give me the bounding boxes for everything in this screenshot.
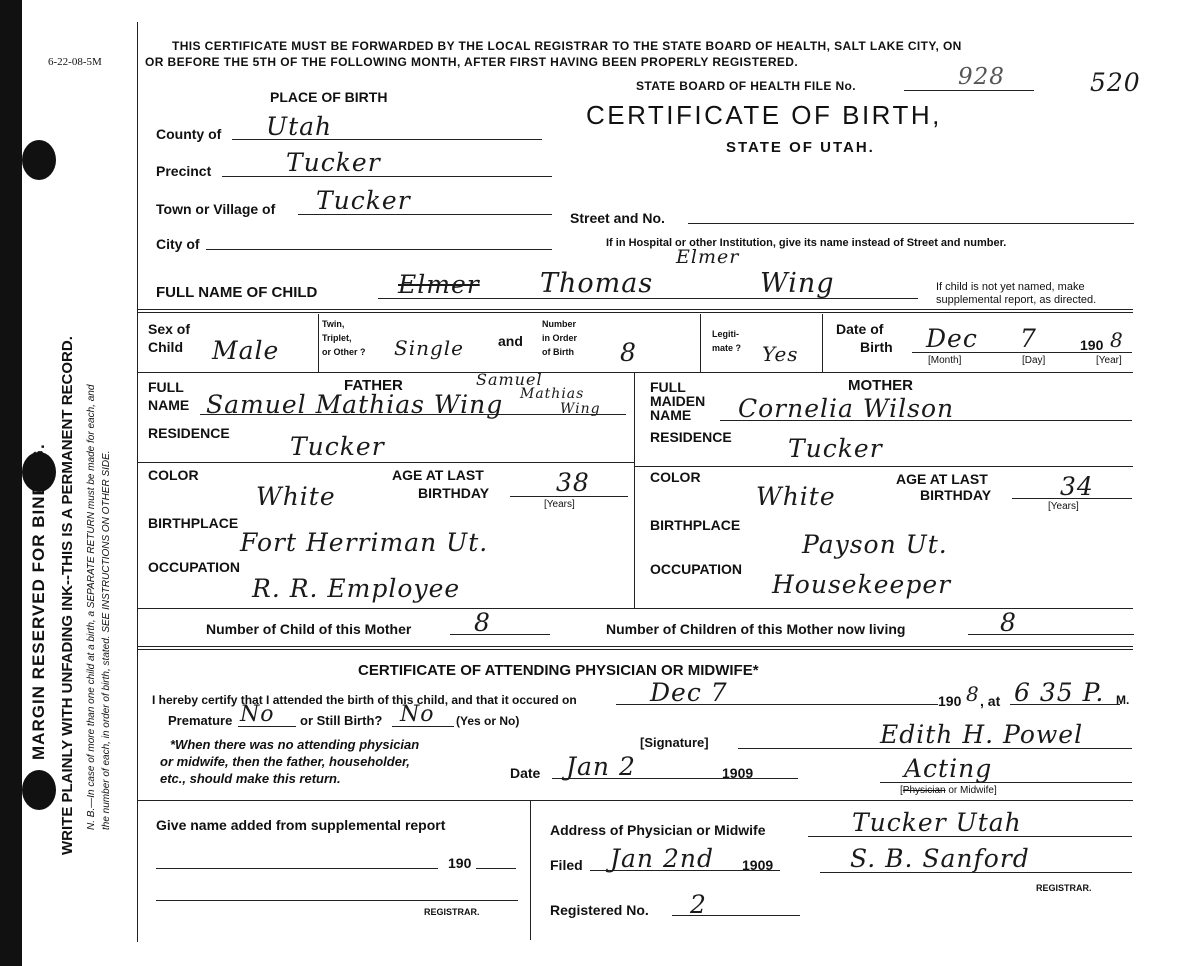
child-surname: Wing [760,268,835,299]
address-label: Address of Physician or Midwife [550,822,766,838]
file-no-annotation: 520 [1090,68,1141,97]
form-code: 6-22-08-5M [48,56,102,68]
father-heading: FATHER [344,377,403,394]
still-birth-value: No [400,702,435,727]
supplemental-year-prefix: 190 [448,855,472,871]
living-count-label: Number of Children of this Mother now living [606,621,906,637]
living-count-value: 8 [1000,608,1017,637]
section-rule [634,466,1133,467]
precinct-line [222,176,552,177]
supplemental-label: Give name added from supplemental report [156,817,446,833]
father-birthplace-value: Fort Herriman Ut. [240,528,489,557]
still-birth-label: or Still Birth? [300,713,383,728]
signature-caption: [Signature] [640,735,709,750]
birth-day: 7 [1020,324,1037,353]
city-label: City of [156,236,200,252]
birth-month: Dec [926,324,978,353]
legit-label-1: Legiti- [712,329,739,339]
role-caption: [Physician or Midwife] [900,785,997,796]
footnote-line2: or midwife, then the father, householder, [160,754,410,769]
header-notice-line1: THIS CERTIFICATE MUST BE FORWARDED BY THE LOCAL REGISTRAR TO THE STATE BOARD OF HEALTH, SALT LAKE CITY, ON [172,39,962,53]
row-divider [700,314,701,372]
filed-year: 1909 [742,857,774,873]
father-occupation-label: OCCUPATION [148,559,241,575]
struck-name: Elmer [398,270,480,299]
certificate-subtitle: STATE OF UTAH. [726,139,875,156]
county-label: County of [156,126,222,142]
order-label-1: Number [542,319,577,329]
father-years-caption: [Years] [544,499,575,510]
father-full-label: FULL [148,379,184,395]
registered-value: 2 [690,890,707,919]
father-age-label-2: BIRTHDAY [418,485,490,501]
legit-value: Yes [762,342,799,366]
mother-heading: MOTHER [848,377,913,394]
role-struck: Physician [902,785,946,796]
punch-hole [22,770,56,810]
mother-birthplace-value: Payson Ut. [802,530,948,559]
child-given-name: Thomas [540,268,654,299]
father-name-annotation-2: Mathias [520,386,585,402]
premature-value: No [240,702,275,727]
section-rule [137,800,1133,801]
street-line [688,223,1134,224]
father-age-label-1: AGE AT LAST [392,467,484,483]
place-of-birth-heading: PLACE OF BIRTH [270,89,388,105]
day-caption: [Day] [1022,355,1046,366]
legit-label-2: mate ? [712,343,742,353]
twin-label-3: or Other ? [322,347,366,357]
role-caption-tail: or Midwife] [948,785,997,796]
registered-label: Registered No. [550,902,649,918]
occurred-date-value: Dec 7 [650,678,728,707]
margin-binding-text: MARGIN RESERVED FOR BINDING. [29,443,48,760]
child-inserted-name: Elmer [676,246,740,268]
mother-full-label: FULL [650,379,686,395]
parents-divider [634,372,635,608]
sex-label-1: Sex of [148,321,191,337]
month-caption: [Month] [928,355,962,366]
city-line [206,249,552,250]
role-value: Acting [904,754,993,783]
time-value: 6 35 P. [1014,678,1105,707]
margin-note-line2: the number of each, in order of birth, stated. SEE INSTRUCTIONS ON OTHER SIDE. [101,450,112,830]
order-label-3: of Birth [542,347,574,357]
footnote-line3: etc., should make this return. [160,771,341,786]
mother-color-value: White [756,482,836,511]
section-rule [137,608,1133,609]
father-color-value: White [256,482,336,511]
occurred-year: 8 [966,682,980,706]
father-residence-label: RESIDENCE [148,425,230,441]
filed-value: Jan 2nd [610,844,714,873]
order-label-2: in Order [542,333,578,343]
punch-hole [22,140,56,180]
date-value: Jan 2 [566,752,636,781]
supplemental-line [156,868,438,869]
date-year: 1909 [722,765,754,781]
section-rule [137,646,1133,650]
section-rule [137,372,1133,373]
certificate-title: CERTIFICATE OF BIRTH, [586,100,942,130]
precinct-label: Precinct [156,163,212,179]
town-value: Tucker [316,186,411,215]
mother-occupation-value: Housekeeper [772,570,952,599]
supplemental-registrar-caption: REGISTRAR. [424,907,480,917]
county-value: Utah [266,112,333,141]
father-name-label: NAME [148,397,190,413]
twin-label-2: Triplet, [322,333,352,343]
margin-ink-text: WRITE PLAINLY WITH UNFADING INK--THIS IS A PERMANENT RECORD. [59,336,76,855]
father-name-annotation-3: Wing [560,401,601,417]
father-color-label: COLOR [148,467,199,483]
bottom-divider [530,800,531,940]
mother-name-label: NAME [650,407,692,423]
children-count-label: Number of Child of this Mother [206,621,412,637]
twin-value: Single [394,336,465,360]
children-count-line [450,634,550,635]
mother-age-value: 34 [1060,472,1094,501]
mother-birthplace-label: BIRTHPLACE [650,517,741,533]
father-birthplace-label: BIRTHPLACE [148,515,239,531]
year-caption: [Year] [1096,355,1122,366]
hospital-note: If in Hospital or other Institution, give its name instead of Street and number. [606,237,1007,249]
twin-label-1: Twin, [322,319,345,329]
filed-label: Filed [550,857,583,873]
form-left-border [137,22,138,942]
mother-years-caption: [Years] [1048,501,1079,512]
registrar-caption: REGISTRAR. [1036,883,1092,893]
registrar-signature: S. B. Sanford [850,844,1030,873]
signature-value: Edith H. Powel [880,720,1084,749]
father-name-value: Samuel Mathias Wing [206,390,504,419]
living-count-line [968,634,1134,635]
father-age-value: 38 [556,468,590,497]
date-label-2: Birth [860,339,893,355]
physician-heading: CERTIFICATE OF ATTENDING PHYSICIAN OR MIDWIFE* [358,662,759,679]
unnamed-note-line2: supplemental report, as directed. [936,294,1097,306]
unnamed-note-line1: If child is not yet named, make [936,281,1085,293]
mother-residence-value: Tucker [788,434,883,463]
father-name-annotation-1: Samuel [476,370,543,389]
supplemental-year-line [476,868,516,869]
file-no-value: 928 [958,64,1005,90]
row-divider [822,314,823,372]
mother-occupation-label: OCCUPATION [650,561,743,577]
footnote-line1: *When there was no attending physician [170,737,420,752]
date-label: Date [510,765,541,781]
order-value: 8 [620,338,637,367]
premature-label: Premature [168,713,233,728]
file-no-line [904,90,1034,91]
mother-age-label-2: BIRTHDAY [920,487,992,503]
file-no-label: STATE BOARD OF HEALTH FILE No. [636,79,856,93]
mother-maiden-label: MAIDEN [650,393,706,409]
birth-year-prefix: 190 [1080,337,1104,353]
birth-year: 8 [1110,328,1124,352]
margin-note-line1: N. B.—In case of more than one child at a birth, a SEPARATE RETURN must be made for each, and [86,384,97,830]
sex-value: Male [212,336,280,365]
section-rule [137,309,1133,313]
town-label: Town or Village of [156,201,276,217]
mother-color-label: COLOR [650,469,701,485]
mother-age-label-1: AGE AT LAST [896,471,988,487]
father-residence-value: Tucker [290,432,385,461]
yes-no-caption: (Yes or No) [456,714,520,728]
m-label: M. [1116,693,1130,707]
at-label: , at [980,693,1001,709]
father-occupation-value: R. R. Employee [252,574,461,603]
certify-text: I hereby certify that I attended the birth of this child, and that it occured on [152,693,577,707]
sex-label-2: Child [148,339,183,355]
row-divider [318,314,319,372]
street-label: Street and No. [570,210,665,226]
precinct-value: Tucker [286,148,381,177]
date-label-1: Date of [836,321,884,337]
supplemental-registrar-line [156,900,518,901]
binding-margin-edge [0,0,22,966]
header-notice-line2: OR BEFORE THE 5TH OF THE FOLLOWING MONTH, AFTER FIRST HAVING BEEN PROPERLY REGISTERED. [145,55,799,69]
and-label: and [498,333,523,349]
mother-name-value: Cornelia Wilson [738,394,955,423]
occurred-year-prefix: 190 [938,693,962,709]
full-name-label: FULL NAME OF CHILD [156,284,318,301]
section-rule [137,462,634,463]
mother-residence-label: RESIDENCE [650,429,732,445]
children-count-value: 8 [474,608,491,637]
address-value: Tucker Utah [852,808,1022,837]
